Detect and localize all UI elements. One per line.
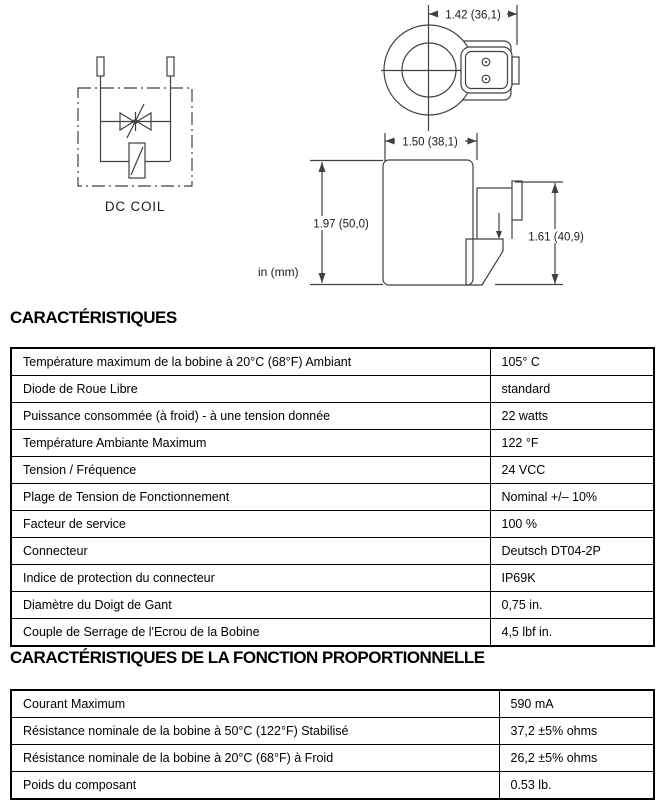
proportional-function-table bbox=[10, 689, 655, 800]
section-heading-characteristics: CARACTÉRISTIQUES bbox=[10, 308, 177, 327]
table-row bbox=[11, 538, 654, 565]
spec-value: 26,2 ±5% ohms bbox=[499, 745, 654, 772]
spec-value: 0.53 lb. bbox=[499, 772, 654, 800]
characteristics-table bbox=[10, 347, 655, 647]
spec-value: 22 watts bbox=[490, 403, 654, 430]
spec-label: Connecteur bbox=[11, 538, 490, 565]
dim-overall-height-label: 1.97 (50,0) bbox=[313, 218, 369, 231]
spec-value: 24 VCC bbox=[490, 457, 654, 484]
table-row bbox=[11, 772, 654, 800]
spec-value: Deutsch DT04-2P bbox=[490, 538, 654, 565]
units-label: in (mm) bbox=[258, 265, 299, 279]
spec-label: Résistance nominale de la bobine à 20°C (68°F) à Froid bbox=[11, 745, 499, 772]
spec-label: Diode de Roue Libre bbox=[11, 376, 490, 403]
spec-label: Diamètre du Doigt de Gant bbox=[11, 592, 490, 619]
spec-label: Couple de Serrage de l'Ecrou de la Bobine bbox=[11, 619, 490, 647]
table-row bbox=[11, 718, 654, 745]
spec-label: Température Ambiante Maximum bbox=[11, 430, 490, 457]
spec-label: Courant Maximum bbox=[11, 690, 499, 718]
spec-value: 590 mA bbox=[499, 690, 654, 718]
table-row bbox=[11, 484, 654, 511]
table-row bbox=[11, 745, 654, 772]
table-row bbox=[11, 592, 654, 619]
table-row bbox=[11, 348, 654, 376]
spec-value: 4,5 lbf in. bbox=[490, 619, 654, 647]
coil-top-view-icon bbox=[381, 5, 519, 131]
table-row bbox=[11, 430, 654, 457]
table-row bbox=[11, 457, 654, 484]
spec-value: standard bbox=[490, 376, 654, 403]
spec-value: Nominal +/– 10% bbox=[490, 484, 654, 511]
spec-value: 122 °F bbox=[490, 430, 654, 457]
spec-label: Facteur de service bbox=[11, 511, 490, 538]
spec-value: 0,75 in. bbox=[490, 592, 654, 619]
spec-label: Poids du composant bbox=[11, 772, 499, 800]
coil-side-view-icon bbox=[383, 160, 522, 285]
table-row bbox=[11, 565, 654, 592]
spec-label: Tension / Fréquence bbox=[11, 457, 490, 484]
spec-label: Plage de Tension de Fonctionnement bbox=[11, 484, 490, 511]
table-row bbox=[11, 619, 654, 647]
section-heading-proportional-function: CARACTÉRISTIQUES DE LA FONCTION PROPORTIONNELLE bbox=[10, 648, 485, 667]
spec-label: Température maximum de la bobine à 20°C (68°F) Ambiant bbox=[11, 348, 490, 376]
dim-top-width-label: 1.42 (36,1) bbox=[445, 9, 501, 22]
spec-value: 105° C bbox=[490, 348, 654, 376]
spec-label: Indice de protection du connecteur bbox=[11, 565, 490, 592]
coil-dimension-drawing bbox=[0, 0, 668, 298]
dc-coil-label: DC COIL bbox=[104, 199, 166, 214]
spec-label: Résistance nominale de la bobine à 50°C (122°F) Stabilisé bbox=[11, 718, 499, 745]
table-row bbox=[11, 403, 654, 430]
dim-connector-height-label: 1.61 (40,9) bbox=[528, 231, 584, 244]
dc-coil-schematic-icon bbox=[78, 57, 192, 186]
spec-value: 37,2 ±5% ohms bbox=[499, 718, 654, 745]
table-row bbox=[11, 376, 654, 403]
dim-body-width-label: 1.50 (38,1) bbox=[402, 136, 458, 149]
spec-label: Puissance consommée (à froid) - à une tension donnée bbox=[11, 403, 490, 430]
table-row bbox=[11, 690, 654, 718]
table-row bbox=[11, 511, 654, 538]
spec-value: 100 % bbox=[490, 511, 654, 538]
spec-value: IP69K bbox=[490, 565, 654, 592]
